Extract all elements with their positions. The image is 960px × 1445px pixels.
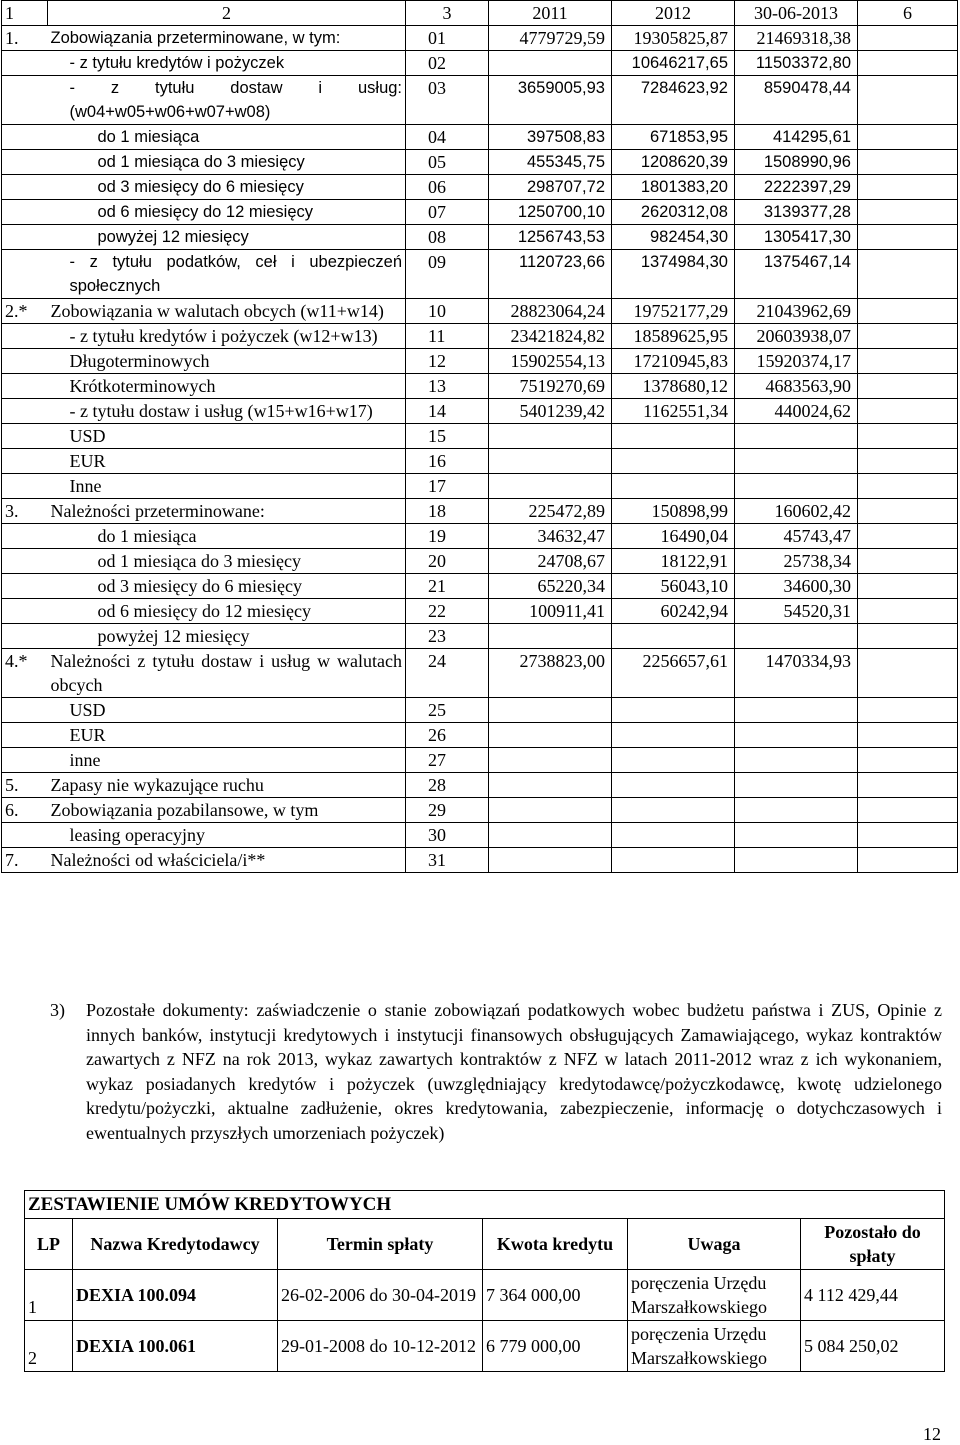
value-2012: 60242,94	[612, 599, 735, 624]
row-label: do 1 miesiąca	[48, 524, 406, 549]
empty-cell	[858, 399, 958, 424]
empty-cell	[858, 449, 958, 474]
loan-remaining: 5 084 250,02	[801, 1321, 945, 1372]
row-number: 4.*	[2, 649, 48, 698]
row-code: 26	[406, 723, 489, 748]
value-2012	[612, 773, 735, 798]
loan-term: 26-02-2006 do 30-04-2019	[278, 1270, 483, 1321]
value-2011	[489, 823, 612, 848]
empty-cell	[858, 299, 958, 324]
table-row	[2, 51, 958, 76]
value-2012: 1374984,30	[612, 250, 735, 299]
row-number	[2, 250, 48, 299]
value-2012: 56043,10	[612, 574, 735, 599]
row-label: Zapasy nie wykazujące ruchu	[48, 773, 406, 798]
row-number	[2, 723, 48, 748]
row-code: 03	[406, 76, 489, 125]
loan-amount: 7 364 000,00	[483, 1270, 628, 1321]
loan-name: DEXIA 100.061	[73, 1321, 278, 1372]
loan-name: DEXIA 100.094	[73, 1270, 278, 1321]
row-number: 2.*	[2, 299, 48, 324]
row-label: Krótkoterminowych	[48, 374, 406, 399]
row-label: od 3 miesięcy do 6 miesięcy	[48, 574, 406, 599]
value-2013: 3139377,28	[735, 200, 858, 225]
table-row	[2, 848, 958, 873]
value-2013: 1470334,93	[735, 649, 858, 698]
value-2012: 671853,95	[612, 125, 735, 150]
table-row	[2, 299, 958, 324]
row-code: 17	[406, 474, 489, 499]
loans-header-name: Nazwa Kredytodawcy	[73, 1219, 278, 1270]
value-2011	[489, 51, 612, 76]
header-cell: 2011	[489, 1, 612, 26]
value-2011: 15902554,13	[489, 349, 612, 374]
value-2013	[735, 698, 858, 723]
row-label: Należności od właściciela/i**	[48, 848, 406, 873]
row-label: Długoterminowych	[48, 349, 406, 374]
table-row	[2, 823, 958, 848]
row-number	[2, 549, 48, 574]
value-2012: 1378680,12	[612, 374, 735, 399]
row-code: 19	[406, 524, 489, 549]
row-code: 27	[406, 748, 489, 773]
value-2012: 982454,30	[612, 225, 735, 250]
value-2012: 2620312,08	[612, 200, 735, 225]
value-2011: 1120723,66	[489, 250, 612, 299]
row-code: 25	[406, 698, 489, 723]
value-2013: 8590478,44	[735, 76, 858, 125]
value-2013: 440024,62	[735, 399, 858, 424]
row-label: od 1 miesiąca do 3 miesięcy	[48, 150, 406, 175]
value-2012	[612, 474, 735, 499]
row-number	[2, 424, 48, 449]
empty-cell	[858, 723, 958, 748]
row-code: 22	[406, 599, 489, 624]
value-2011: 455345,75	[489, 150, 612, 175]
value-2012	[612, 823, 735, 848]
header-cell: 3	[406, 1, 489, 26]
row-code: 29	[406, 798, 489, 823]
value-2012	[612, 798, 735, 823]
empty-cell	[858, 798, 958, 823]
note-text: Pozostałe dokumenty: zaświadczenie o stanie zobowiązań podatkowych wobec budżetu państwa i ZUS, Opinie z innych banków, instytucji kredytowych i instytucji finansowych obsługujących Zamawiającego, wykaz kontraktów zawartych z NFZ na rok 2013, wykaz zawartych kontraktów z NFZ w latach 2011-2012 wraz z ich wykonaniem, wykaz posiadanych kredytów i pożyczek (uwzględniający kredytodawcę/pożyczkodawcę, kwotę udzielonego kredytu/pożyczki, aktualne zadłużenie, okres kredytowania, zabezpieczenie, informację o dotychczasowych i ewentualnych przyszłych umorzeniach pożyczek)	[86, 1000, 942, 1143]
value-2013: 21043962,69	[735, 299, 858, 324]
row-label: EUR	[48, 723, 406, 748]
row-number: 6.	[2, 798, 48, 823]
row-number	[2, 125, 48, 150]
row-number: 7.	[2, 848, 48, 873]
row-label: powyżej 12 miesięcy	[48, 225, 406, 250]
row-number	[2, 823, 48, 848]
value-2013: 4683563,90	[735, 374, 858, 399]
row-number	[2, 599, 48, 624]
loans-header-remark: Uwaga	[628, 1219, 801, 1270]
value-2013: 414295,61	[735, 125, 858, 150]
value-2012: 19305825,87	[612, 26, 735, 51]
value-2013	[735, 773, 858, 798]
value-2012	[612, 723, 735, 748]
row-code: 01	[406, 26, 489, 51]
row-label: od 1 miesiąca do 3 miesięcy	[48, 549, 406, 574]
loans-header-remaining: Pozostało do spłaty	[801, 1219, 945, 1270]
empty-cell	[858, 549, 958, 574]
note-number: 3)	[50, 1000, 65, 1020]
row-code: 18	[406, 499, 489, 524]
empty-cell	[858, 200, 958, 225]
value-2013	[735, 848, 858, 873]
table-row	[2, 26, 958, 51]
value-2011	[489, 474, 612, 499]
value-2011: 23421824,82	[489, 324, 612, 349]
empty-cell	[858, 848, 958, 873]
row-code: 21	[406, 574, 489, 599]
row-code: 31	[406, 848, 489, 873]
table-row	[2, 225, 958, 250]
value-2011	[489, 798, 612, 823]
value-2013: 1305417,30	[735, 225, 858, 250]
row-code: 07	[406, 200, 489, 225]
value-2013	[735, 424, 858, 449]
table-row	[2, 723, 958, 748]
empty-cell	[858, 150, 958, 175]
table-row	[2, 599, 958, 624]
empty-cell	[858, 574, 958, 599]
value-2011: 28823064,24	[489, 299, 612, 324]
row-number: 5.	[2, 773, 48, 798]
loan-remark: poręczenia Urzędu Marszałkowskiego	[628, 1270, 801, 1321]
row-number	[2, 474, 48, 499]
value-2011: 100911,41	[489, 599, 612, 624]
header-cell: 1	[2, 1, 48, 26]
value-2013: 21469318,38	[735, 26, 858, 51]
row-number	[2, 374, 48, 399]
loan-lp: 2	[25, 1321, 73, 1372]
table-row	[2, 200, 958, 225]
value-2013: 2222397,29	[735, 175, 858, 200]
empty-cell	[858, 76, 958, 125]
page-number: 12	[923, 1424, 941, 1444]
value-2011: 24708,67	[489, 549, 612, 574]
value-2012: 18122,91	[612, 549, 735, 574]
row-number	[2, 150, 48, 175]
value-2012	[612, 748, 735, 773]
value-2013	[735, 798, 858, 823]
row-label: Zobowiązania w walutach obcych (w11+w14)	[48, 299, 406, 324]
value-2012: 7284623,92	[612, 76, 735, 125]
row-code: 13	[406, 374, 489, 399]
row-label: - z tytułu dostaw i usług: (w04+w05+w06+w07+w08)	[48, 76, 406, 125]
empty-cell	[858, 823, 958, 848]
value-2013: 1375467,14	[735, 250, 858, 299]
table-row	[2, 175, 958, 200]
value-2012	[612, 624, 735, 649]
value-2011	[489, 723, 612, 748]
table-row	[2, 76, 958, 125]
row-number: 3.	[2, 499, 48, 524]
table-row	[2, 773, 958, 798]
row-label: Należności przeterminowane:	[48, 499, 406, 524]
empty-cell	[858, 649, 958, 698]
empty-cell	[858, 748, 958, 773]
empty-cell	[858, 349, 958, 374]
empty-cell	[858, 51, 958, 76]
row-number	[2, 449, 48, 474]
value-2011: 34632,47	[489, 524, 612, 549]
row-label: Inne	[48, 474, 406, 499]
loan-lp: 1	[25, 1270, 73, 1321]
row-label: inne	[48, 748, 406, 773]
loans-title: ZESTAWIENIE UMÓW KREDYTOWYCH	[25, 1191, 945, 1219]
row-code: 02	[406, 51, 489, 76]
empty-cell	[858, 125, 958, 150]
value-2011: 5401239,42	[489, 399, 612, 424]
value-2013	[735, 624, 858, 649]
empty-cell	[858, 26, 958, 51]
value-2012: 17210945,83	[612, 349, 735, 374]
row-number	[2, 349, 48, 374]
value-2012: 150898,99	[612, 499, 735, 524]
row-number	[2, 698, 48, 723]
row-label: - z tytułu podatków, ceł i ubezpieczeń społecznych	[48, 250, 406, 299]
row-code: 14	[406, 399, 489, 424]
table-row	[2, 399, 958, 424]
value-2013: 15920374,17	[735, 349, 858, 374]
empty-cell	[858, 374, 958, 399]
row-label: od 6 miesięcy do 12 miesięcy	[48, 599, 406, 624]
row-number	[2, 175, 48, 200]
row-code: 09	[406, 250, 489, 299]
row-number	[2, 51, 48, 76]
table-row	[2, 524, 958, 549]
value-2011	[489, 449, 612, 474]
loans-header-amount: Kwota kredytu	[483, 1219, 628, 1270]
loans-header-row	[25, 1219, 945, 1270]
row-label: Należności z tytułu dostaw i usług w walutach obcych	[48, 649, 406, 698]
row-code: 05	[406, 150, 489, 175]
value-2011: 1250700,10	[489, 200, 612, 225]
row-code: 12	[406, 349, 489, 374]
loan-remaining: 4 112 429,44	[801, 1270, 945, 1321]
row-number	[2, 574, 48, 599]
row-label: - z tytułu kredytów i pożyczek	[48, 51, 406, 76]
value-2011	[489, 848, 612, 873]
value-2012: 1801383,20	[612, 175, 735, 200]
row-label: - z tytułu kredytów i pożyczek (w12+w13)	[48, 324, 406, 349]
table-row	[2, 748, 958, 773]
value-2012: 10646217,65	[612, 51, 735, 76]
table-row	[2, 499, 958, 524]
value-2011: 397508,83	[489, 125, 612, 150]
note-paragraph	[50, 998, 942, 1145]
financial-table	[1, 0, 958, 873]
table-row	[2, 324, 958, 349]
table-row	[2, 574, 958, 599]
value-2013: 11503372,80	[735, 51, 858, 76]
empty-cell	[858, 474, 958, 499]
value-2011: 65220,34	[489, 574, 612, 599]
loan-agreements-table	[24, 1190, 945, 1372]
header-cell: 2012	[612, 1, 735, 26]
row-label: EUR	[48, 449, 406, 474]
row-number	[2, 624, 48, 649]
value-2012: 16490,04	[612, 524, 735, 549]
value-2013	[735, 449, 858, 474]
value-2011	[489, 773, 612, 798]
row-code: 06	[406, 175, 489, 200]
value-2013: 34600,30	[735, 574, 858, 599]
value-2011: 1256743,53	[489, 225, 612, 250]
table-row	[2, 798, 958, 823]
value-2012: 1208620,39	[612, 150, 735, 175]
loans-header-lp: LP	[25, 1219, 73, 1270]
value-2011: 7519270,69	[489, 374, 612, 399]
value-2011	[489, 424, 612, 449]
table-row	[2, 349, 958, 374]
row-code: 10	[406, 299, 489, 324]
empty-cell	[858, 250, 958, 299]
row-code: 11	[406, 324, 489, 349]
table-row	[2, 624, 958, 649]
loan-remark: poręczenia Urzędu Marszałkowskiego	[628, 1321, 801, 1372]
row-code: 08	[406, 225, 489, 250]
empty-cell	[858, 225, 958, 250]
header-cell: 30-06-2013	[735, 1, 858, 26]
value-2013	[735, 474, 858, 499]
value-2013: 20603938,07	[735, 324, 858, 349]
value-2011	[489, 698, 612, 723]
value-2013: 54520,31	[735, 599, 858, 624]
value-2011	[489, 624, 612, 649]
value-2013: 1508990,96	[735, 150, 858, 175]
row-number	[2, 76, 48, 125]
table-row	[2, 474, 958, 499]
value-2012	[612, 698, 735, 723]
row-code: 30	[406, 823, 489, 848]
empty-cell	[858, 499, 958, 524]
loan-term: 29-01-2008 do 10-12-2012	[278, 1321, 483, 1372]
table-row	[2, 649, 958, 698]
value-2013	[735, 723, 858, 748]
value-2011: 225472,89	[489, 499, 612, 524]
value-2011	[489, 748, 612, 773]
value-2012	[612, 424, 735, 449]
table-row	[2, 374, 958, 399]
table-row	[2, 424, 958, 449]
value-2012	[612, 449, 735, 474]
row-code: 04	[406, 125, 489, 150]
empty-cell	[858, 698, 958, 723]
row-number	[2, 200, 48, 225]
value-2012: 19752177,29	[612, 299, 735, 324]
value-2012: 18589625,95	[612, 324, 735, 349]
table-row	[2, 549, 958, 574]
value-2013	[735, 748, 858, 773]
table-row	[2, 449, 958, 474]
table-row	[2, 250, 958, 299]
value-2011: 2738823,00	[489, 649, 612, 698]
row-label: leasing operacyjny	[48, 823, 406, 848]
empty-cell	[858, 599, 958, 624]
row-number	[2, 225, 48, 250]
value-2013: 160602,42	[735, 499, 858, 524]
loans-header-term: Termin spłaty	[278, 1219, 483, 1270]
row-label: USD	[48, 698, 406, 723]
empty-cell	[858, 773, 958, 798]
row-label: do 1 miesiąca	[48, 125, 406, 150]
row-number: 1.	[2, 26, 48, 51]
value-2012: 1162551,34	[612, 399, 735, 424]
table-row	[2, 125, 958, 150]
value-2013: 45743,47	[735, 524, 858, 549]
header-row	[2, 1, 958, 26]
row-number	[2, 324, 48, 349]
row-label: powyżej 12 miesięcy	[48, 624, 406, 649]
empty-cell	[858, 524, 958, 549]
row-code: 15	[406, 424, 489, 449]
row-number	[2, 748, 48, 773]
header-cell: 6	[858, 1, 958, 26]
row-code: 28	[406, 773, 489, 798]
empty-cell	[858, 175, 958, 200]
row-label: USD	[48, 424, 406, 449]
loan-row	[25, 1270, 945, 1321]
row-code: 23	[406, 624, 489, 649]
header-cell: 2	[48, 1, 406, 26]
value-2012	[612, 848, 735, 873]
empty-cell	[858, 424, 958, 449]
row-label: od 3 miesięcy do 6 miesięcy	[48, 175, 406, 200]
row-number	[2, 399, 48, 424]
value-2012: 2256657,61	[612, 649, 735, 698]
value-2013: 25738,34	[735, 549, 858, 574]
row-code: 24	[406, 649, 489, 698]
table-row	[2, 150, 958, 175]
row-code: 20	[406, 549, 489, 574]
value-2013	[735, 823, 858, 848]
row-label: Zobowiązania przeterminowane, w tym:	[48, 26, 406, 51]
row-number	[2, 524, 48, 549]
value-2011: 298707,72	[489, 175, 612, 200]
row-label: - z tytułu dostaw i usług (w15+w16+w17)	[48, 399, 406, 424]
row-code: 16	[406, 449, 489, 474]
value-2011: 3659005,93	[489, 76, 612, 125]
table-row	[2, 698, 958, 723]
row-label: Zobowiązania pozabilansowe, w tym	[48, 798, 406, 823]
loan-amount: 6 779 000,00	[483, 1321, 628, 1372]
row-label: od 6 miesięcy do 12 miesięcy	[48, 200, 406, 225]
loan-row	[25, 1321, 945, 1372]
empty-cell	[858, 624, 958, 649]
value-2011: 4779729,59	[489, 26, 612, 51]
empty-cell	[858, 324, 958, 349]
